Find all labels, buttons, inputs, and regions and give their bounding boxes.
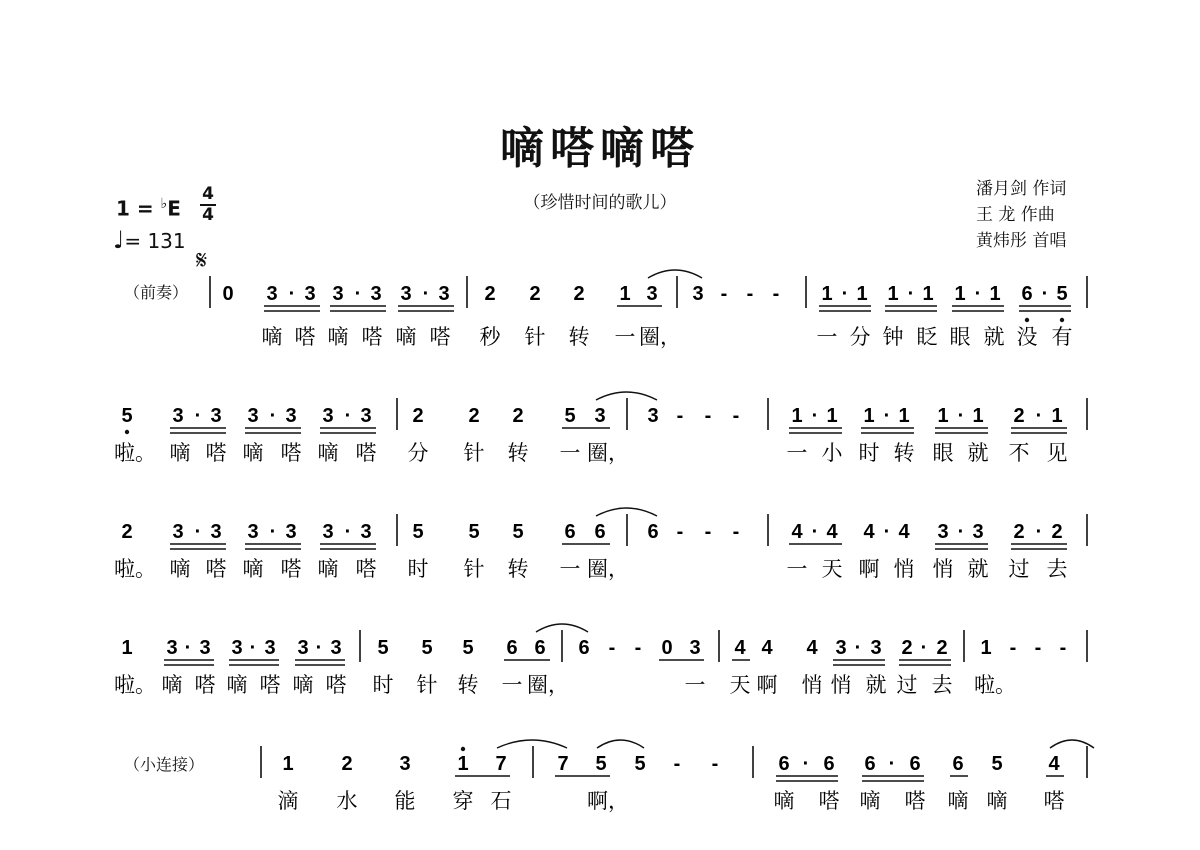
augmentation-dot: · bbox=[1041, 283, 1049, 305]
lyric-char: 针 bbox=[416, 673, 438, 697]
augmentation-dot: · bbox=[344, 521, 352, 543]
note-numeral: 4 bbox=[826, 521, 838, 543]
lyric-char: 圈， bbox=[587, 557, 629, 581]
note-numeral: 3 bbox=[322, 405, 334, 427]
note-numeral: 6 bbox=[909, 753, 921, 775]
augmentation-dot: · bbox=[1035, 521, 1043, 543]
lyric-char: 嘀 bbox=[986, 789, 1008, 813]
lyric-char: 啦。 bbox=[114, 557, 156, 581]
lyric-char: 滴 bbox=[277, 789, 299, 813]
lyric-char: 嗒 bbox=[280, 441, 302, 465]
time-top: 4 bbox=[202, 184, 214, 204]
lyric-char: 就 bbox=[967, 557, 989, 581]
note-numeral: 1 bbox=[937, 405, 949, 427]
tie-arc bbox=[497, 740, 567, 748]
lyric-char: 水 bbox=[336, 789, 358, 813]
augmentation-dot: · bbox=[354, 283, 362, 305]
note-numeral: 5 bbox=[421, 637, 433, 659]
lyric-char: 能 bbox=[394, 789, 416, 813]
lyric-char: 没 bbox=[1016, 325, 1038, 349]
note-numeral: 2 bbox=[573, 283, 585, 305]
note-numeral: 2 bbox=[529, 283, 541, 305]
note-numeral: 3 bbox=[285, 405, 297, 427]
dash-extension: - bbox=[704, 521, 712, 543]
lyric-char: 石 bbox=[490, 789, 512, 813]
note-numeral: 5 bbox=[121, 405, 133, 427]
note-numeral: 3 bbox=[937, 521, 949, 543]
lyric-char: 天 bbox=[821, 557, 843, 581]
lyric-char: 一 bbox=[786, 557, 808, 581]
augmentation-dot: · bbox=[920, 637, 928, 659]
dash-extension: - bbox=[711, 753, 719, 775]
lyric-char: 嘀 bbox=[161, 673, 183, 697]
note-numeral: 3 bbox=[231, 637, 243, 659]
augmentation-dot: · bbox=[269, 521, 277, 543]
lyric-char: 一 bbox=[501, 673, 523, 697]
quarter-note-icon: ♩ bbox=[113, 226, 125, 254]
dash-extension: - bbox=[673, 753, 681, 775]
lyric-char: 有 bbox=[1051, 325, 1073, 349]
low-octave-dot bbox=[125, 430, 129, 434]
lyricist-credit: 潘月剑 作词 bbox=[976, 179, 1067, 199]
flat-sign: ♭ bbox=[160, 196, 168, 212]
note-numeral: 1 bbox=[856, 283, 868, 305]
lyric-char: 转 bbox=[507, 441, 529, 465]
lyric-char: 嘀 bbox=[169, 441, 191, 465]
lyric-char: 嗒 bbox=[194, 673, 216, 697]
note-numeral: 3 bbox=[370, 283, 382, 305]
lyric-char: 嗒 bbox=[205, 557, 227, 581]
note-numeral: 3 bbox=[297, 637, 309, 659]
augmentation-dot: · bbox=[811, 405, 819, 427]
lyric-char: 就 bbox=[865, 673, 887, 697]
note-numeral: 3 bbox=[594, 405, 606, 427]
note-numeral: 1 bbox=[922, 283, 934, 305]
note-numeral: 2 bbox=[1013, 405, 1025, 427]
lyric-char: 眼 bbox=[949, 325, 971, 349]
dash-extension: - bbox=[1009, 637, 1017, 659]
note-numeral: 3 bbox=[689, 637, 701, 659]
lyric-char: 嘀 bbox=[242, 557, 264, 581]
note-numeral: 7 bbox=[495, 753, 507, 775]
note-numeral: 6 bbox=[823, 753, 835, 775]
note-numeral: 3 bbox=[210, 521, 222, 543]
lyric-char: 见 bbox=[1046, 441, 1068, 465]
lyric-char: 嘀 bbox=[327, 325, 349, 349]
note-numeral: 2 bbox=[468, 405, 480, 427]
note-numeral: 1 bbox=[826, 405, 838, 427]
note-numeral: 1 bbox=[898, 405, 910, 427]
lyric-char: 啊 bbox=[858, 557, 880, 581]
lyric-char: 去 bbox=[931, 673, 953, 697]
lyric-char: 嗒 bbox=[904, 789, 926, 813]
lyric-char: 嘀 bbox=[395, 325, 417, 349]
note-numeral: 6 bbox=[534, 637, 546, 659]
segno-sign: 𝄋 bbox=[196, 246, 208, 276]
lyric-char: 嗒 bbox=[361, 325, 383, 349]
note-numeral: 5 bbox=[564, 405, 576, 427]
lyric-char: 嘀 bbox=[226, 673, 248, 697]
note-numeral: 1 bbox=[121, 637, 133, 659]
note-numeral: 2 bbox=[484, 283, 496, 305]
note-numeral: 3 bbox=[360, 521, 372, 543]
lyric-char: 嗒 bbox=[355, 441, 377, 465]
lyric-char: 嗒 bbox=[205, 441, 227, 465]
prelude-label: （前奏） bbox=[124, 283, 189, 302]
note-numeral: 3 bbox=[247, 521, 259, 543]
note-numeral: 3 bbox=[646, 283, 658, 305]
note-numeral: 5 bbox=[462, 637, 474, 659]
lyric-char: 悄 bbox=[932, 557, 954, 581]
lyric-char: 一 bbox=[559, 441, 581, 465]
note-numeral: 3 bbox=[166, 637, 178, 659]
lyric-char: 嗒 bbox=[1043, 789, 1065, 813]
lyric-char: 转 bbox=[457, 673, 479, 697]
note-numeral: 5 bbox=[991, 753, 1003, 775]
note-numeral: 3 bbox=[360, 405, 372, 427]
note-numeral: 2 bbox=[341, 753, 353, 775]
bridge-label: （小连接） bbox=[124, 755, 205, 774]
note-numeral: 3 bbox=[266, 283, 278, 305]
note-numeral: 3 bbox=[172, 521, 184, 543]
note-numeral: 3 bbox=[332, 283, 344, 305]
note-numeral: 3 bbox=[210, 405, 222, 427]
lyric-char: 圈， bbox=[587, 441, 629, 465]
dash-extension: - bbox=[720, 283, 728, 305]
lyric-char: 嘀 bbox=[317, 441, 339, 465]
lyric-char: 就 bbox=[983, 325, 1005, 349]
note-numeral: 3 bbox=[322, 521, 334, 543]
lyric-char: 眨 bbox=[916, 325, 938, 349]
note-numeral: 5 bbox=[634, 753, 646, 775]
dash-extension: - bbox=[1059, 637, 1067, 659]
lyric-char: 转 bbox=[568, 325, 590, 349]
lyric-char: 转 bbox=[507, 557, 529, 581]
note-numeral: 5 bbox=[412, 521, 424, 543]
augmentation-dot: · bbox=[184, 637, 192, 659]
lyric-char: 时 bbox=[858, 441, 880, 465]
augmentation-dot: · bbox=[249, 637, 257, 659]
singer-credit: 黄炜彤 首唱 bbox=[976, 231, 1067, 251]
note-numeral: 3 bbox=[692, 283, 704, 305]
note-numeral: 6 bbox=[864, 753, 876, 775]
note-numeral: 3 bbox=[870, 637, 882, 659]
lyric-char: 不 bbox=[1008, 441, 1030, 465]
note-numeral: 2 bbox=[936, 637, 948, 659]
dash-extension: - bbox=[1034, 637, 1042, 659]
lyric-char: 啦。 bbox=[114, 441, 156, 465]
note-numeral: 1 bbox=[954, 283, 966, 305]
note-numeral: 1 bbox=[972, 405, 984, 427]
note-numeral: 4 bbox=[761, 637, 773, 659]
lyric-char: 悄 bbox=[893, 557, 915, 581]
augmentation-dot: · bbox=[802, 753, 810, 775]
lyric-char: 圈， bbox=[639, 325, 681, 349]
lyric-char: 眼 bbox=[932, 441, 954, 465]
lyric-char: 嘀 bbox=[261, 325, 283, 349]
lyric-char: 嗒 bbox=[280, 557, 302, 581]
note-numeral: 4 bbox=[734, 637, 746, 659]
note-numeral: 6 bbox=[778, 753, 790, 775]
note-numeral: 6 bbox=[647, 521, 659, 543]
dash-extension: - bbox=[634, 637, 642, 659]
low-octave-dot bbox=[1060, 318, 1064, 322]
dash-extension: - bbox=[676, 405, 684, 427]
augmentation-dot: · bbox=[344, 405, 352, 427]
lyric-char: 一 bbox=[684, 673, 706, 697]
high-octave-dot bbox=[461, 747, 465, 751]
lyric-char: 嘀 bbox=[242, 441, 264, 465]
note-numeral: 2 bbox=[121, 521, 133, 543]
time-bottom: 4 bbox=[202, 205, 214, 225]
lyric-char: 去 bbox=[1046, 557, 1068, 581]
note-numeral: 1 bbox=[457, 753, 469, 775]
note-numeral: 6 bbox=[578, 637, 590, 659]
tie-arc bbox=[648, 270, 702, 278]
dash-extension: - bbox=[732, 521, 740, 543]
dash-extension: - bbox=[608, 637, 616, 659]
note-numeral: 4 bbox=[791, 521, 803, 543]
note-numeral: 3 bbox=[647, 405, 659, 427]
augmentation-dot: · bbox=[194, 405, 202, 427]
note-numeral: 6 bbox=[1021, 283, 1033, 305]
note-numeral: 6 bbox=[506, 637, 518, 659]
lyric-char: 时 bbox=[372, 673, 394, 697]
lyric-char: 一 bbox=[816, 325, 838, 349]
note-numeral: 3 bbox=[264, 637, 276, 659]
low-octave-dot bbox=[1025, 318, 1029, 322]
note-numeral: 5 bbox=[595, 753, 607, 775]
augmentation-dot: · bbox=[888, 753, 896, 775]
lyric-char: 嘀 bbox=[859, 789, 881, 813]
lyric-char: 啦。 bbox=[974, 673, 1016, 697]
augmentation-dot: · bbox=[883, 405, 891, 427]
note-numeral: 1 bbox=[791, 405, 803, 427]
lyric-char: 悄 bbox=[801, 673, 823, 697]
note-numeral: 2 bbox=[412, 405, 424, 427]
note-numeral: 6 bbox=[952, 753, 964, 775]
lyric-char: 嗒 bbox=[355, 557, 377, 581]
augmentation-dot: · bbox=[315, 637, 323, 659]
note-numeral: 1 bbox=[980, 637, 992, 659]
augmentation-dot: · bbox=[883, 521, 891, 543]
lyric-char: 嗒 bbox=[325, 673, 347, 697]
note-numeral: 2 bbox=[512, 405, 524, 427]
note-numeral: 5 bbox=[468, 521, 480, 543]
note-numeral: 2 bbox=[1051, 521, 1063, 543]
lyric-char: 一 bbox=[786, 441, 808, 465]
augmentation-dot: · bbox=[841, 283, 849, 305]
note-numeral: 4 bbox=[898, 521, 910, 543]
lyric-char: 分 bbox=[849, 325, 871, 349]
lyric-char: 针 bbox=[524, 325, 546, 349]
lyric-char: 分 bbox=[407, 441, 429, 465]
lyric-char: 嗒 bbox=[294, 325, 316, 349]
augmentation-dot: · bbox=[288, 283, 296, 305]
lyric-char: 嘀 bbox=[947, 789, 969, 813]
note-numeral: 1 bbox=[282, 753, 294, 775]
note-numeral: 4 bbox=[863, 521, 875, 543]
augmentation-dot: · bbox=[811, 521, 819, 543]
lyric-char: 钟 bbox=[882, 325, 904, 349]
augmentation-dot: · bbox=[957, 521, 965, 543]
note-numeral: 1 bbox=[1051, 405, 1063, 427]
lyric-char: 时 bbox=[407, 557, 429, 581]
note-numeral: 1 bbox=[989, 283, 1001, 305]
note-numeral: 3 bbox=[399, 753, 411, 775]
lyric-char: 一 bbox=[614, 325, 636, 349]
lyric-char: 嘀 bbox=[317, 557, 339, 581]
lyric-char: 啊 bbox=[756, 673, 778, 697]
augmentation-dot: · bbox=[907, 283, 915, 305]
lyric-char: 嘀 bbox=[292, 673, 314, 697]
tempo-value: = 131 bbox=[124, 229, 186, 253]
lyric-char: 过 bbox=[1008, 557, 1030, 581]
dash-extension: - bbox=[772, 283, 780, 305]
augmentation-dot: · bbox=[422, 283, 430, 305]
note-numeral: 6 bbox=[594, 521, 606, 543]
note-numeral: 7 bbox=[557, 753, 569, 775]
lyric-char: 嘀 bbox=[169, 557, 191, 581]
augmentation-dot: · bbox=[194, 521, 202, 543]
lyric-char: 啊， bbox=[587, 789, 629, 813]
key-prefix: 1 = bbox=[116, 196, 161, 221]
note-numeral: 3 bbox=[835, 637, 847, 659]
note-numeral: 4 bbox=[1048, 753, 1060, 775]
note-numeral: 1 bbox=[863, 405, 875, 427]
note-numeral: 3 bbox=[247, 405, 259, 427]
augmentation-dot: · bbox=[1035, 405, 1043, 427]
lyric-char: 针 bbox=[463, 557, 485, 581]
lyric-char: 嗒 bbox=[818, 789, 840, 813]
lyric-char: 小 bbox=[821, 441, 843, 465]
augmentation-dot: · bbox=[854, 637, 862, 659]
augmentation-dot: · bbox=[269, 405, 277, 427]
lyric-char: 嘀 bbox=[773, 789, 795, 813]
note-numeral: 3 bbox=[438, 283, 450, 305]
lyric-char: 过 bbox=[896, 673, 918, 697]
note-numeral: 3 bbox=[400, 283, 412, 305]
lyric-char: 秒 bbox=[479, 325, 501, 349]
lyric-char: 啦。 bbox=[114, 673, 156, 697]
note-numeral: 3 bbox=[172, 405, 184, 427]
dash-extension: - bbox=[732, 405, 740, 427]
note-numeral: 5 bbox=[377, 637, 389, 659]
note-numeral: 5 bbox=[512, 521, 524, 543]
note-numeral: 5 bbox=[1056, 283, 1068, 305]
note-numeral: 6 bbox=[564, 521, 576, 543]
dash-extension: - bbox=[704, 405, 712, 427]
note-numeral: 3 bbox=[199, 637, 211, 659]
augmentation-dot: · bbox=[957, 405, 965, 427]
dash-extension: - bbox=[746, 283, 754, 305]
lyric-char: 悄 bbox=[830, 673, 852, 697]
lyric-char: 圈， bbox=[527, 673, 569, 697]
song-subtitle: （珍惜时间的歌儿） bbox=[523, 193, 677, 213]
note-numeral: 0 bbox=[222, 283, 234, 305]
augmentation-dot: · bbox=[974, 283, 982, 305]
tie-arc bbox=[597, 740, 644, 748]
song-title: 嘀嗒嘀嗒 bbox=[500, 123, 700, 174]
note-numeral: 3 bbox=[330, 637, 342, 659]
lyric-char: 就 bbox=[967, 441, 989, 465]
lyric-char: 一 bbox=[559, 557, 581, 581]
note-numeral: 2 bbox=[901, 637, 913, 659]
note-numeral: 1 bbox=[821, 283, 833, 305]
note-numeral: 1 bbox=[619, 283, 631, 305]
note-numeral: 3 bbox=[304, 283, 316, 305]
note-numeral: 3 bbox=[972, 521, 984, 543]
lyric-char: 穿 bbox=[452, 789, 474, 813]
lyric-char: 嗒 bbox=[259, 673, 281, 697]
composer-credit: 王 龙 作曲 bbox=[976, 205, 1055, 225]
dash-extension: - bbox=[676, 521, 684, 543]
lyric-char: 天 bbox=[729, 673, 751, 697]
lyric-char: 转 bbox=[893, 441, 915, 465]
note-numeral: 3 bbox=[285, 521, 297, 543]
note-numeral: 1 bbox=[887, 283, 899, 305]
key-note: E bbox=[167, 196, 181, 221]
note-numeral: 0 bbox=[661, 637, 673, 659]
lyric-char: 针 bbox=[463, 441, 485, 465]
note-numeral: 2 bbox=[1013, 521, 1025, 543]
lyric-char: 嗒 bbox=[429, 325, 451, 349]
note-numeral: 4 bbox=[806, 637, 818, 659]
